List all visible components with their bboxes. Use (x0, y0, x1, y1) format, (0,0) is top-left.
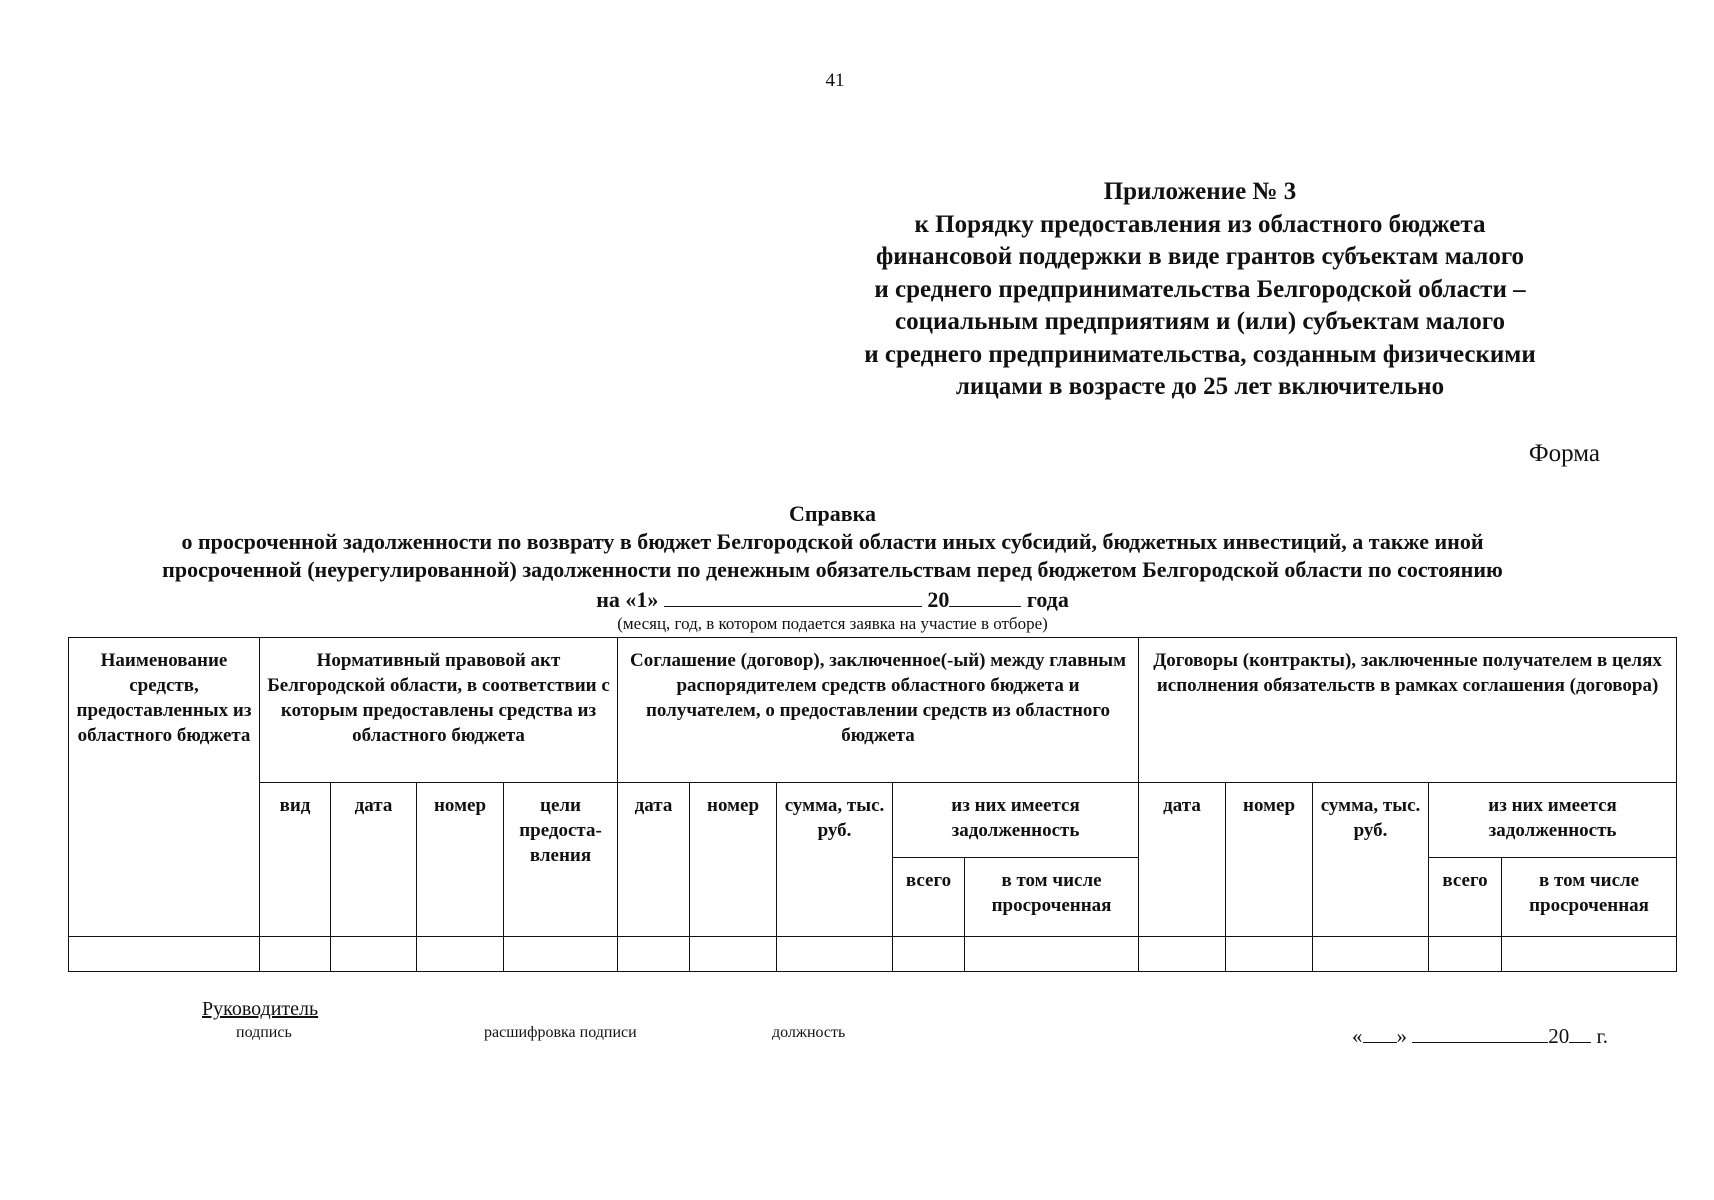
table-cell[interactable] (260, 937, 331, 972)
header-contract-debt-total: всего (1429, 858, 1502, 937)
header-contracts: Договоры (контракты), заключенные получателем в целях исполнения обязательств в рамках соглашения (договора) (1139, 638, 1677, 783)
table-cell[interactable] (965, 937, 1139, 972)
title-line: просроченной (неурегулированной) задолженности по денежным обязательствам перед бюджетом Белгородской области по состоянию (162, 557, 1503, 582)
header-agreement: Соглашение (договор), заключенное(-ый) между главным распорядителем средств областного бюджета и получателем, о предоставлении средств из областного бюджета (618, 638, 1139, 783)
month-blank[interactable] (664, 586, 922, 607)
header-agreement-date: дата (618, 783, 690, 937)
header-agreement-debt-overdue: в том числе просроченная (965, 858, 1139, 937)
table-cell[interactable] (417, 937, 504, 972)
document-title (60, 500, 1605, 584)
table-cell[interactable] (1226, 937, 1313, 972)
table-cell[interactable] (893, 937, 965, 972)
year-blank[interactable] (1569, 1022, 1591, 1043)
table-cell[interactable] (1313, 937, 1429, 972)
date-prefix: на «1» (596, 587, 659, 612)
page-number: 41 (825, 70, 845, 91)
appendix-line: Приложение № 3 (1103, 178, 1297, 205)
signature-date (1352, 1022, 1608, 1049)
appendix-line: социальным предприятиям и (или) субъектам малого (895, 308, 1505, 335)
position-caption: должность (772, 1024, 846, 1041)
table-cell[interactable] (69, 937, 260, 972)
header-act-number: номер (417, 783, 504, 937)
appendix-line: и среднего предпринимательства, созданным физическими (864, 340, 1536, 368)
header-agreement-debt-total: всего (893, 858, 965, 937)
header-contract-sum: сумма, тыс. руб. (1313, 783, 1429, 937)
header-contract-debt-overdue: в том числе просроченная (1502, 858, 1677, 937)
table-cell[interactable] (1139, 937, 1226, 972)
header-legal-act: Нормативный правовой акт Белгородской области, в соответствии с которым предоставлены средства из областного бюджета (260, 638, 618, 783)
table-cell[interactable] (1429, 937, 1502, 972)
header-act-date: дата (331, 783, 417, 937)
signatory-title: Руководитель (202, 998, 319, 1020)
appendix-line: к Порядку предоставления из областного бюджета (914, 210, 1486, 238)
year-blank[interactable] (949, 586, 1021, 607)
header-act-purpose: цели предоста-вления (504, 783, 618, 937)
header-act-type: вид (260, 783, 331, 937)
header-funds-name: Наименование средств, предоставленных из областного бюджета (69, 638, 260, 937)
table-cell[interactable] (690, 937, 777, 972)
date-year: 20 (927, 587, 950, 612)
date-end: г. (1596, 1024, 1608, 1048)
month-blank[interactable] (1412, 1022, 1548, 1043)
header-contract-date: дата (1139, 783, 1226, 937)
header-agreement-number: номер (690, 783, 777, 937)
table-cell[interactable] (777, 937, 893, 972)
table-cell[interactable] (1502, 937, 1677, 972)
signature-caption: подпись (236, 1024, 292, 1041)
date-caption: (месяц, год, в котором подается заявка на участие в отборе) (617, 614, 1048, 633)
table-cell[interactable] (504, 937, 618, 972)
header-agreement-debt: из них имеется задолженность (893, 783, 1139, 858)
title-line: о просроченной задолженности по возврату в бюджет Белгородской области иных субсидий, бюджетных инвестиций, а также иной (181, 529, 1484, 554)
appendix-line: лицами в возрасте до 25 лет включительно (955, 373, 1445, 400)
header-contract-debt: из них имеется задолженность (1429, 783, 1677, 858)
report-date-line (60, 586, 1605, 613)
appendix-line: финансовой поддержки в виде грантов субъектам малого (875, 243, 1525, 270)
appendix-heading (800, 176, 1600, 404)
table-cell[interactable] (618, 937, 690, 972)
header-agreement-sum: сумма, тыс. руб. (777, 783, 893, 937)
date-open-quote: « (1352, 1024, 1363, 1048)
form-label: Форма (1528, 440, 1600, 467)
header-contract-number: номер (1226, 783, 1313, 937)
appendix-line: и среднего предпринимательства Белгородской области – (874, 275, 1526, 303)
title-heading: Справка (788, 501, 877, 526)
day-blank[interactable] (1363, 1022, 1397, 1043)
table-cell[interactable] (331, 937, 417, 972)
signature-decode-caption: расшифровка подписи (484, 1024, 637, 1041)
date-close-quote: » (1396, 1024, 1407, 1048)
date-suffix: года (1026, 587, 1069, 612)
debt-table (68, 637, 1677, 972)
table-row (69, 937, 1677, 972)
date-year: 20 (1548, 1024, 1570, 1048)
